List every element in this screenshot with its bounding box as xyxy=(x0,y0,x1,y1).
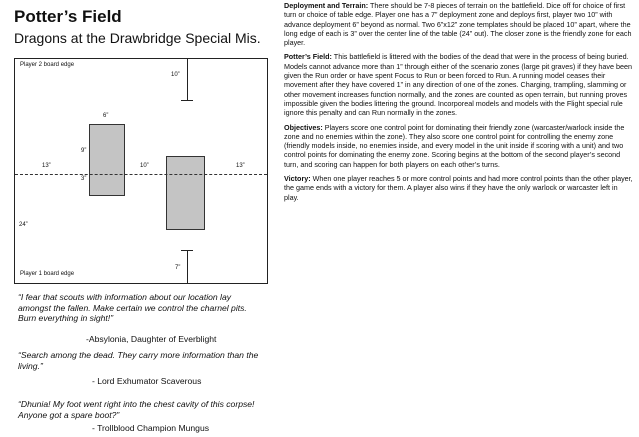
potters-field-text: This battlefield is littered with the bodies of the dead that were in the process of being buried. Models cannot advance more than 1” through either of the scenario zones (large pit graves) if they have been given the Run order or have spent Focus to Run or been forced to Run. A running model ceases their movement after they have covered 1” in any direction of one of the zones. Charging, trampling, slamming or other movement increases function normally, and the zones are counted as open terrain, but running proves impossible given the bodies littering the ground. Incorporeal models and models with the Flight special rule ignore this penalty and can Run normally in the zones. xyxy=(284,52,633,118)
quote-scaverous: “Search among the dead. They carry more information than the living.” xyxy=(18,350,259,371)
rules-text xyxy=(284,1,634,207)
quote-absylonia: “I fear that scouts with information about our location lay amongst the fallen. Make certain we control the charnel pits. Burn everything in sight!” xyxy=(18,292,247,324)
gap-distance-label: 10” xyxy=(140,163,149,169)
battlefield-diagram xyxy=(14,58,268,284)
top-measure-line xyxy=(187,59,188,100)
page-subtitle: Dragons at the Drawbridge Special Mis. xyxy=(14,30,261,46)
friendly-zone-player2 xyxy=(89,124,125,196)
objectives-heading: Objectives: xyxy=(284,122,323,132)
deployment-text: There should be 7-8 pieces of terrain on the battlefield. Dice off for choice of first turn or choice of table edge. Player one has a 7” deployment zone and deploys first, player two 10” with advance deployment 6” beyond as normal. Two 6”x12” zone templates should be placed 10” apart, where the long edge of each is 3” over the center line of the table (24” out). The closer zone is the friendly zone for each player. xyxy=(284,1,632,48)
left-distance-label: 13” xyxy=(42,163,51,169)
victory-text: When one player reaches 5 or more control points and had more control points than the other player, the game ends with a victory for them. A player also wins if they have the only warlock or warcaster left in play. xyxy=(284,174,633,202)
victory-section xyxy=(284,174,634,202)
objectives-section xyxy=(284,123,634,169)
deployment-section xyxy=(284,1,634,47)
enemy-zone-player1 xyxy=(166,156,205,230)
quote-attribution-absylonia: -Absylonia, Daughter of Everblight xyxy=(86,334,217,344)
deployment-heading: Deployment and Terrain: xyxy=(284,1,369,10)
top-measure-tick xyxy=(181,100,193,101)
zone-height-label: 9” xyxy=(81,148,87,154)
player2-edge-label: Player 2 board edge xyxy=(20,62,75,68)
quote-attribution-mungus: - Trollblood Champion Mungus xyxy=(92,423,210,433)
bottom-distance-label: 7” xyxy=(175,265,181,271)
right-distance-label: 13” xyxy=(236,163,245,169)
objectives-text: Players score one control point for dominating their friendly zone (warcaster/warlock inside the zone and no enemies within the zone). They also score one control point for controlling the enemy zone (friendly models inside, no enemies inside, and every model in the unit inside if scoring with a unit) and two control points for dominating the enemy zone. Scoring begins at the bottom of the second player’s second turn, and scoring can happen for both players on each other’s turns. xyxy=(284,122,625,169)
quote-attribution-scaverous: - Lord Exhumator Scaverous xyxy=(92,376,202,386)
zone-width-label: 6” xyxy=(103,113,109,119)
top-distance-label: 10” xyxy=(171,72,180,78)
player1-edge-label: Player 1 board edge xyxy=(20,271,75,277)
center-line xyxy=(15,174,267,175)
zone-offset-label: 3” xyxy=(81,176,87,182)
page-title: Potter’s Field xyxy=(14,7,122,26)
potters-field-heading: Potter’s Field: xyxy=(284,52,332,62)
potters-field-section xyxy=(284,52,634,117)
bottom-measure-line xyxy=(187,250,188,284)
victory-heading: Victory: xyxy=(284,174,311,184)
quote-mungus: “Dhunia! My foot went right into the chest cavity of this corpse! Anyone got a spare boot?” xyxy=(18,399,255,420)
depth-label: 24” xyxy=(19,222,28,228)
